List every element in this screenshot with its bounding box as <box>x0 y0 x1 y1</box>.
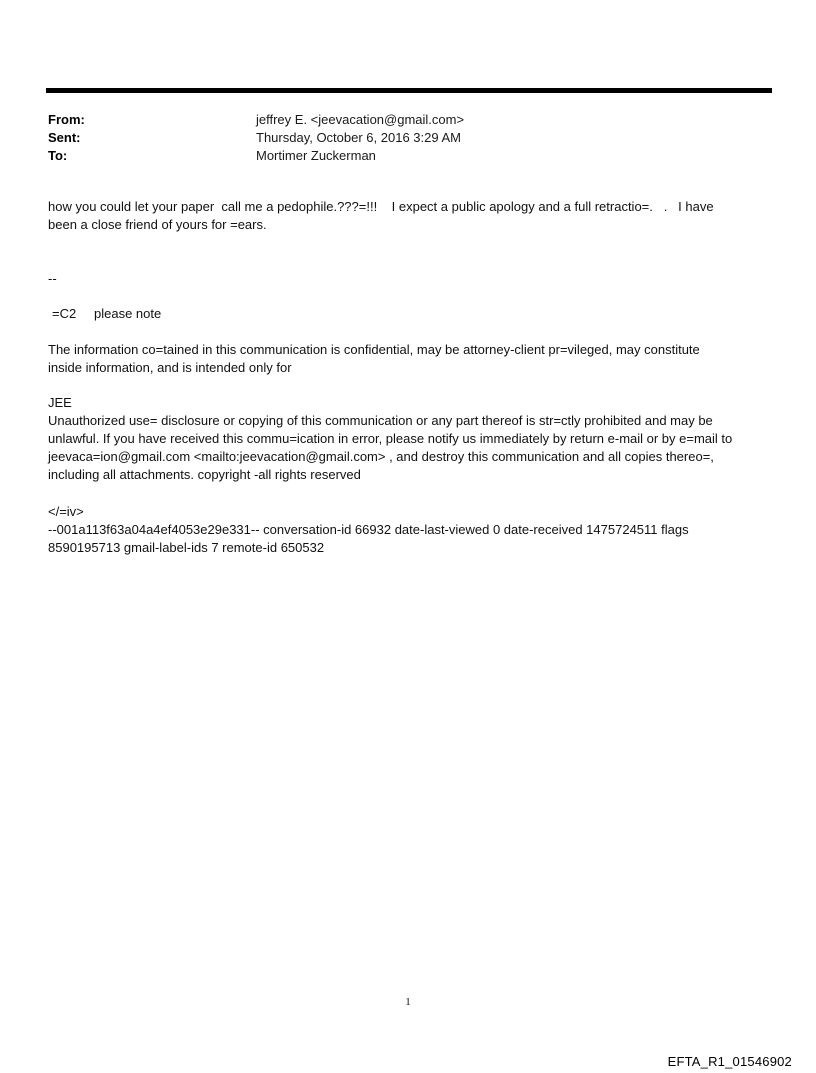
from-label: From: <box>48 112 85 127</box>
page-number: 1 <box>405 996 411 1008</box>
metadata-paragraph <box>48 503 778 557</box>
from-row <box>48 111 748 129</box>
note-line <box>48 305 778 323</box>
confidentiality-line: The information co=tained in this communication is confidential, may be attorney-client pr=vileged, may constitute <box>48 342 700 357</box>
metadata-line: 8590195713 gmail-label-ids 7 remote-id 650532 <box>48 540 325 555</box>
sent-row <box>48 129 748 147</box>
separator-dashes: -- <box>48 271 57 286</box>
sent-value: Thursday, October 6, 2016 3:29 AM <box>256 130 461 145</box>
note-code: =C2 <box>52 306 77 321</box>
from-value: jeffrey E. <jeevacation@gmail.com> <box>256 112 465 127</box>
signature-separator <box>48 270 778 288</box>
disclaimer-paragraph <box>48 394 778 484</box>
email-header <box>48 111 748 165</box>
disclaimer-line: unlawful. If you have received this commu=ication in error, please notify us immediately by return e-mail or by e=mail to <box>48 431 733 446</box>
sent-label: Sent: <box>48 130 81 145</box>
to-row <box>48 147 748 165</box>
message-line: been a close friend of yours for =ears. <box>48 217 267 232</box>
disclaimer-line: Unauthorized use= disclosure or copying of this communication or any part thereof is str=ctly prohibited and may be <box>48 413 713 428</box>
metadata-line: --001a113f63a04a4ef4053e29e331-- conversation-id 66932 date-last-viewed 0 date-received 1475724511 flags <box>48 522 689 537</box>
confidentiality-paragraph <box>48 341 778 377</box>
confidentiality-line: inside information, and is intended only for <box>48 360 292 375</box>
note-text: please note <box>94 306 162 321</box>
message-paragraph <box>48 198 778 234</box>
iv-tag: </=iv> <box>48 504 84 519</box>
to-value: Mortimer Zuckerman <box>256 148 376 163</box>
message-line: how you could let your paper call me a pedophile.???=!!! I expect a public apology and a full retractio=. . I have <box>48 199 714 214</box>
bates-number: EFTA_R1_01546902 <box>667 1054 792 1069</box>
header-divider-rule <box>46 88 772 93</box>
jee-label: JEE <box>48 395 72 410</box>
disclaimer-line: jeevaca=ion@gmail.com <mailto:jeevacation@gmail.com> , and destroy this communication and all copies thereo=, <box>48 449 714 464</box>
disclaimer-line: including all attachments. copyright -all rights reserved <box>48 467 361 482</box>
to-label: To: <box>48 148 68 163</box>
